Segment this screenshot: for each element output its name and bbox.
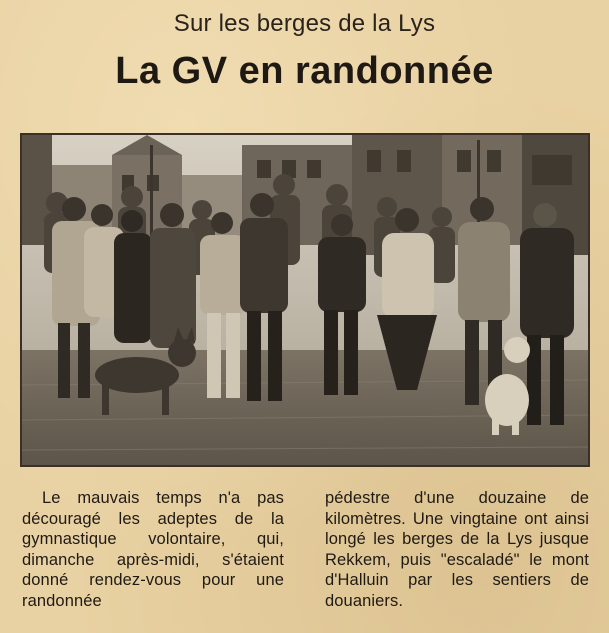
article-body-column-1: Le mauvais temps n'a pas découragé les adeptes de la gymnastique volontaire, qui, dimanche après-midi, s'étaient donné rendez-vous pour une randonnée [22, 489, 284, 610]
group-photo [20, 133, 590, 467]
article-kicker: Sur les berges de la Lys [173, 10, 436, 37]
group-photo-illustration [22, 135, 588, 465]
article-body-column-2: pédestre d'une douzaine de kilomètres. Une vingtaine ont ainsi longé les berges de la Lys jusque Rekkem, puis "escaladé" le mont d'Halluin par les sentiers de douaniers. [325, 489, 589, 610]
article-headline: La GV en randonnée [115, 50, 494, 92]
